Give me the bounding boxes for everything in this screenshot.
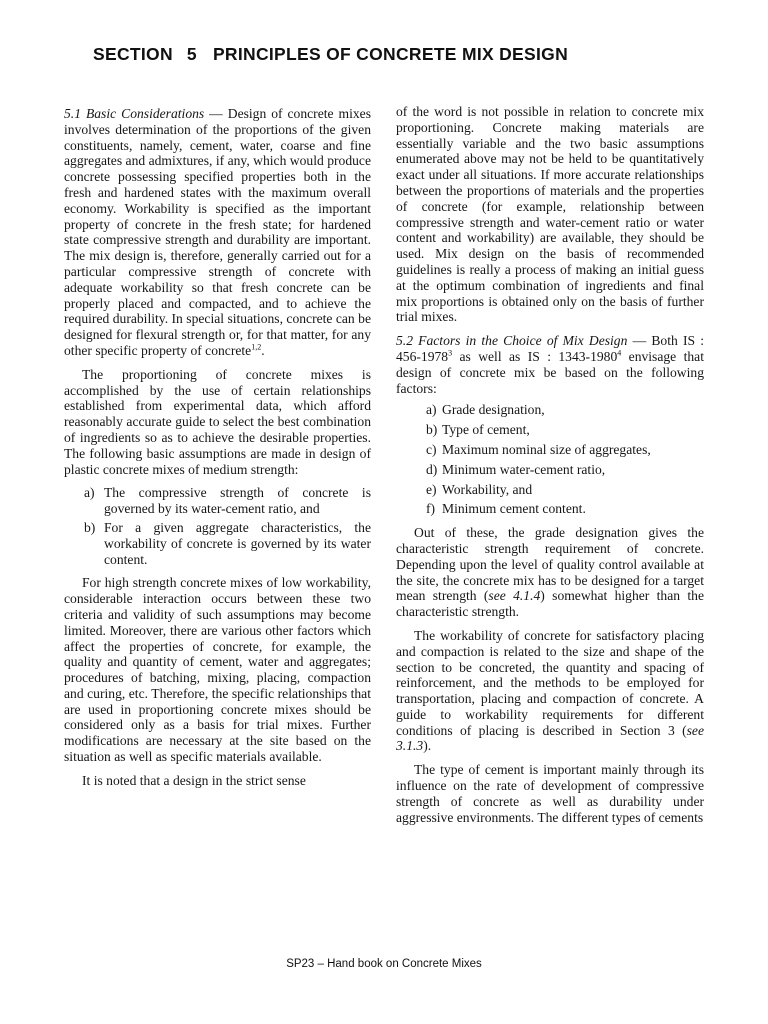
paragraph-text: — Design of concrete mixes involves determination of the proportions of the given constituents, namely, cement, water, coarse and fine aggregates and admixtures, if any, which would produce concrete possessing specified properties both in the fresh and hardened states with the maximum overall economy. Workability is specified as the important property of concrete in the fresh state; for hardened state compressive strength and durability are important. The mix design is, therefore, generally carried out for a particular compressive strength of concrete with adequate workability so that fresh concrete can be properly placed and compacted, and to achieve the required durability. In special situations, concrete can be designed for flexural strength or, for that matter, for any other specific property of concrete (64, 106, 371, 358)
list-marker: a) (84, 485, 95, 501)
paragraph-continued: of the word is not possible in relation to concrete mix proportioning. Concrete making materials are essentially variable and the two basic assumptions enumerated above may not be held to be quantitatively exact under all situations. If more accurate relationships between the proportions of materials and the properties of concrete (for example, relationship between compressive strength and water-cement ratio or water content and workability) are available, they should be used. Mix design on the basis of recommended guidelines is really a process of making an initial guess at the optimum combination of ingredients and final mix proportions is obtained only on the basis of further trial mixes. (396, 104, 704, 325)
footnote-ref: 3 (448, 348, 453, 358)
cross-reference: see 3.1.3 (396, 722, 704, 754)
section-title-text: PRINCIPLES OF CONCRETE MIX DESIGN (212, 44, 569, 64)
list-marker: b) (426, 422, 438, 438)
paragraph-grade-designation: Out of these, the grade designation gives the characteristic strength requirement of concrete. Depending upon the level of quality control available at the site, the concrete mix has to be designed for a target mean strength (see 4.1.4) somewhat higher than the characteristic strength. (396, 525, 704, 620)
list-item (396, 422, 704, 438)
list-marker: c) (426, 441, 437, 457)
list-item-text: Minimum water-cement ratio, (442, 461, 606, 477)
page-footer: SP23 – Hand book on Concrete Mixes (286, 958, 482, 970)
left-column (64, 106, 371, 797)
list-item (64, 520, 371, 567)
section-number: 5 (186, 44, 197, 64)
list-item (396, 462, 704, 478)
footnote-ref: 4 (617, 348, 622, 358)
list-marker: b) (84, 519, 96, 535)
list-item-text: Type of cement, (442, 422, 530, 438)
subsection-heading-5-1: 5.1 Basic Considerations (64, 106, 205, 121)
paragraph-design-note: It is noted that a design in the strict sense (82, 772, 306, 788)
list-item-text: Minimum cement content. (442, 501, 586, 517)
list-marker: a) (426, 402, 437, 418)
paragraph-high-strength: For high strength concrete mixes of low workability, considerable interaction occurs between these two criteria and validity of such assumptions may become limited. Moreover, there are various other factors which affect the properties of concrete, for example, the quality and quantity of cement, water and aggregates; procedures of batching, mixing, placing, compaction and curing, etc. Therefore, the specific relationships that are used in proportioning concrete mixes should be considered only as a basis for trial mixes. Further modifications are necessary at the site based on the situation as well as specific materials available. (64, 575, 371, 765)
list-marker: d) (426, 461, 438, 477)
list-item (396, 501, 704, 517)
footnote-ref: 1,2 (251, 342, 262, 352)
paragraph-proportioning: The proportioning of concrete mixes is accomplished by the use of certain relationships established from experimental data, which afford reasonably accurate guide to select the best combination of ingredients so as to achieve the desirable properties. The following basic assumptions are made in design of plastic concrete mixes of medium strength: (64, 366, 371, 477)
list-item (396, 442, 704, 458)
list-item-text: The compressive strength of concrete is governed by its water-cement ratio, and (104, 485, 371, 517)
right-column (396, 104, 704, 833)
list-item-text: For a given aggregate characteristics, the workability of concrete is governed by its water content. (104, 519, 371, 567)
assumptions-list (64, 485, 371, 567)
section-label: SECTION (93, 44, 173, 64)
paragraph-cement-type: The type of cement is important mainly through its influence on the rate of development of compressive strength of concrete as well as durability under aggressive environments. The different types of cements (396, 762, 704, 825)
paragraph-workability: The workability of concrete for satisfactory placing and compaction is related to the size and shape of the section to be concreted, the quantity and spacing of reinforcement, and the methods to be employed for transportation, placing and compaction of concrete. A guide to workability requirements for different conditions of placing is described in Section 3 (see 3.1.3). (396, 627, 704, 754)
paragraph-factors: 5.2 Factors in the Choice of Mix Design — Both IS : 456-1978$^3$ as well as IS : 1343-1980$^4$ envisage that design of concrete mix be based on the following factors: (396, 333, 704, 396)
list-item-text: Grade designation, (442, 402, 545, 418)
factors-list (396, 402, 704, 517)
list-item-text: Workability, and (442, 481, 533, 497)
list-item-text: Maximum nominal size of aggregates, (442, 441, 651, 457)
subsection-heading-5-2: 5.2 Factors in the Choice of Mix Design (396, 333, 628, 349)
list-item (396, 402, 704, 418)
cross-reference: see 4.1.4 (488, 588, 541, 604)
list-item (64, 485, 371, 517)
list-marker: f) (426, 501, 436, 517)
list-marker: e) (426, 481, 437, 497)
section-title (93, 44, 683, 65)
list-item (396, 482, 704, 498)
paragraph-basic-considerations: 5.1 Basic Considerations — Design of concrete mixes involves determination of the proportions of the given constituents, namely, cement, water, coarse and fine aggregates and admixtures, if any, which would produce concrete possessing specified properties both in the fresh and hardened states with the maximum overall economy. Workability is specified as the important property of concrete in the fresh state; for hardened state compressive strength and durability are important. The mix design is, therefore, generally carried out for a particular compressive strength of concrete with adequate workability so that fresh concrete can be properly placed and compacted, and to achieve the required durability. In special situations, concrete can be designed for flexural strength or, for that matter, for any other specific property of concrete$^{1,2}$. (64, 106, 371, 358)
